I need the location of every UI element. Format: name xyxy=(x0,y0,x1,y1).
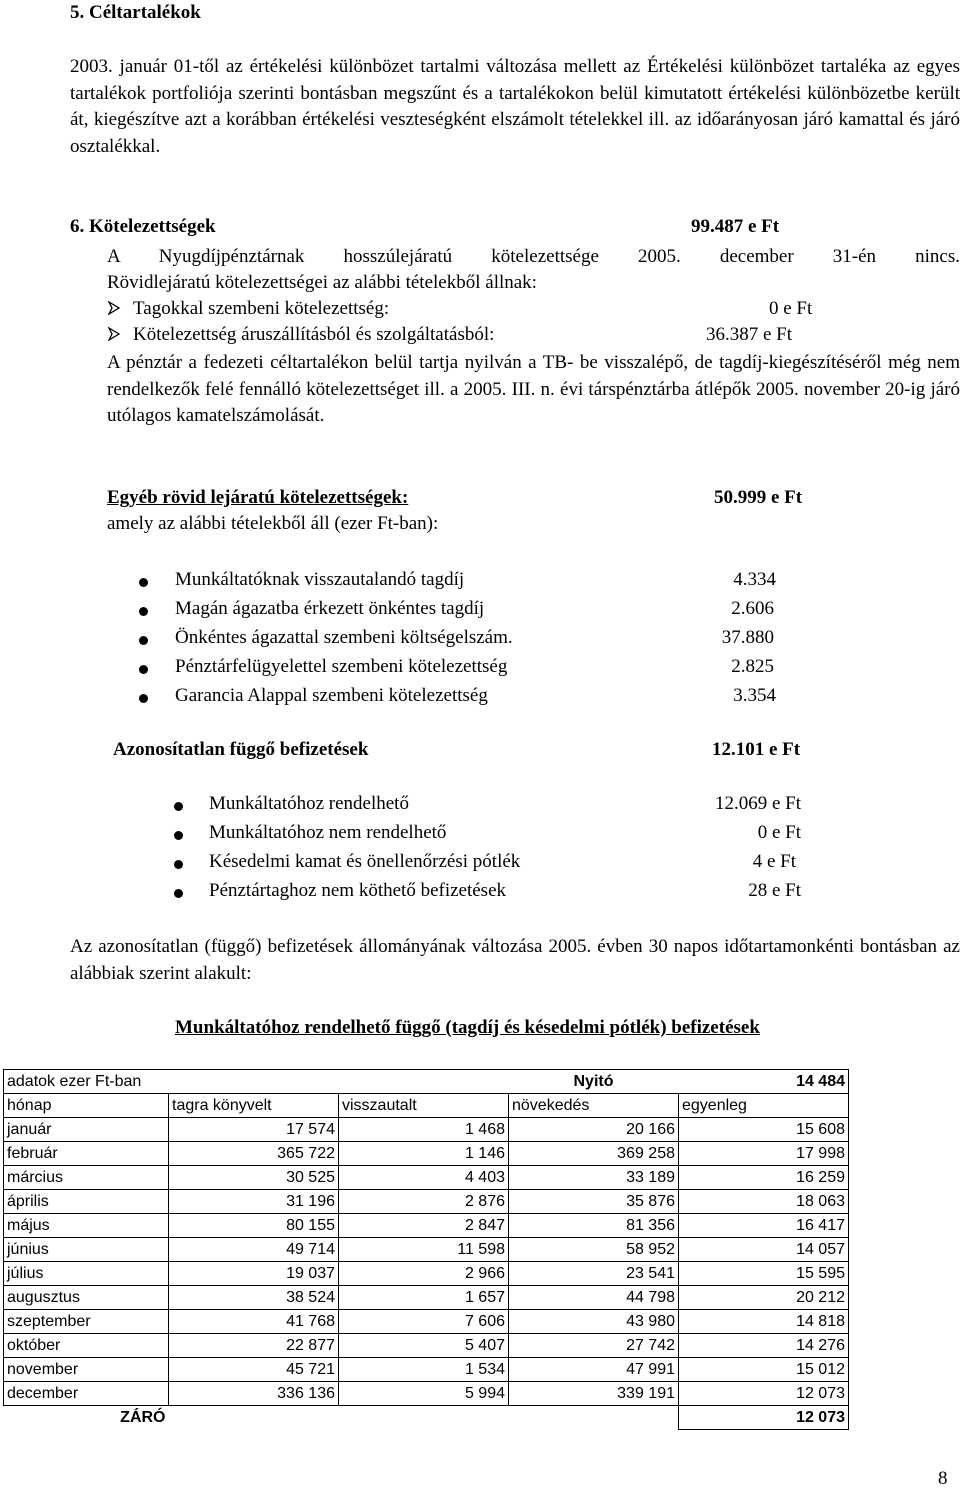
column-header: hónap xyxy=(4,1094,169,1118)
table-row xyxy=(4,1334,849,1358)
table-row xyxy=(4,1382,849,1406)
list-item-label: Garancia Alappal szembeni kötelezettség xyxy=(175,685,488,706)
table-opening-row xyxy=(4,1070,849,1094)
value-cell: 18 063 xyxy=(679,1190,849,1214)
table-row xyxy=(4,1142,849,1166)
other-short-heading: Egyéb rövid lejáratú kötelezettségek: xyxy=(107,487,409,508)
table-closing-row xyxy=(4,1406,849,1430)
list-item-value: 28 e Ft xyxy=(748,880,801,901)
value-cell: 41 768 xyxy=(169,1310,339,1334)
value-cell: 15 012 xyxy=(679,1358,849,1382)
table-title: Munkáltatóhoz rendelhető függő (tagdíj és késedelmi pótlék) befizetések xyxy=(175,1017,760,1038)
month-cell: augusztus xyxy=(4,1286,169,1310)
value-cell: 43 980 xyxy=(509,1310,679,1334)
section-5-paragraph: 2003. január 01-től az értékelési különbözet tartalmi változása mellett az Értékelési különbözet tartaléka az egyes tartalékok portfoliója szerinti bontásban megszűnt és a tartalékokon belül kimutatott értékelési különbözetbe került át, kiegészítve azt a korábban értékelési veszteségként elszámolt tételekkel ill. az időarányosan járó kamattal és járó osztalékkal. xyxy=(70,56,960,157)
page-number: 8 xyxy=(938,1468,948,1489)
list-item-label: Munkáltatóhoz rendelhető xyxy=(209,793,409,814)
bullet-icon xyxy=(139,694,148,703)
value-cell: 31 196 xyxy=(169,1190,339,1214)
closing-value: 12 073 xyxy=(679,1406,849,1430)
value-cell: 35 876 xyxy=(509,1190,679,1214)
value-cell: 365 722 xyxy=(169,1142,339,1166)
bullet-icon xyxy=(174,860,183,869)
short-term-intro: Rövidlejáratú kötelezettségei az alábbi tételekből állnak: xyxy=(107,272,537,293)
section-5-heading: 5. Céltartalékok xyxy=(70,2,201,23)
value-cell: 1 534 xyxy=(339,1358,509,1382)
list-item-label: Késedelmi kamat és önellenőrzési pótlék xyxy=(209,851,521,872)
month-cell: május xyxy=(4,1214,169,1238)
month-cell: szeptember xyxy=(4,1310,169,1334)
bullet-icon xyxy=(174,802,183,811)
value-cell: 81 356 xyxy=(509,1214,679,1238)
unidentified-amount: 12.101 e Ft xyxy=(712,739,801,760)
list-item-label: Pénztártaghoz nem köthető befizetések xyxy=(209,880,507,901)
opening-label: Nyitó xyxy=(509,1070,679,1094)
value-cell: 45 721 xyxy=(169,1358,339,1382)
value-cell: 7 606 xyxy=(339,1310,509,1334)
liability-item-label: Tagokkal szembeni kötelezettség: xyxy=(133,298,390,319)
list-item-value: 37.880 xyxy=(721,627,774,648)
unit-label: adatok ezer Ft-ban xyxy=(4,1070,169,1094)
table-row xyxy=(4,1286,849,1310)
value-cell: 15 595 xyxy=(679,1262,849,1286)
value-cell: 2 876 xyxy=(339,1190,509,1214)
list-item-label: Önkéntes ágazattal szembeni költségelszám. xyxy=(175,627,513,648)
column-header: tagra könyvelt xyxy=(169,1094,339,1118)
list-item-label: Pénztárfelügyelettel szembeni kötelezettség xyxy=(175,656,508,677)
section-6-amount: 99.487 e Ft xyxy=(691,216,780,237)
value-cell: 17 574 xyxy=(169,1118,339,1142)
value-cell: 14 057 xyxy=(679,1238,849,1262)
table-body xyxy=(4,1118,849,1406)
bullet-icon xyxy=(174,889,183,898)
month-cell: január xyxy=(4,1118,169,1142)
table-row xyxy=(4,1190,849,1214)
value-cell: 5 994 xyxy=(339,1382,509,1406)
long-term-liability-text: A Nyugdíjpénztárnak hosszúlejáratú kötelezettsége 2005. december 31-én nincs. xyxy=(107,246,960,267)
table-header-row xyxy=(4,1094,849,1118)
list-item-value: 3.354 xyxy=(733,685,776,706)
list-item-value: 2.606 xyxy=(731,598,774,619)
month-cell: április xyxy=(4,1190,169,1214)
value-cell: 369 258 xyxy=(509,1142,679,1166)
list-item-label: Munkáltatóknak visszautalandó tagdíj xyxy=(175,569,465,590)
list-item-label: Magán ágazatba érkezett önkéntes tagdíj xyxy=(175,598,485,619)
list-item-value: 4.334 xyxy=(733,569,776,590)
value-cell: 5 407 xyxy=(339,1334,509,1358)
value-cell: 1 146 xyxy=(339,1142,509,1166)
value-cell: 12 073 xyxy=(679,1382,849,1406)
table-row xyxy=(4,1262,849,1286)
value-cell: 14 276 xyxy=(679,1334,849,1358)
liability-item-suppliers xyxy=(107,324,494,346)
bullet-icon xyxy=(139,578,148,587)
table-row xyxy=(4,1238,849,1262)
liability-item-value: 0 e Ft xyxy=(769,298,813,319)
table-row xyxy=(4,1214,849,1238)
value-cell: 2 966 xyxy=(339,1262,509,1286)
month-cell: október xyxy=(4,1334,169,1358)
value-cell: 1 468 xyxy=(339,1118,509,1142)
monthly-pending-payments-table xyxy=(3,1069,849,1430)
value-cell: 16 417 xyxy=(679,1214,849,1238)
value-cell: 11 598 xyxy=(339,1238,509,1262)
value-cell: 4 403 xyxy=(339,1166,509,1190)
list-item-value: 4 e Ft xyxy=(752,851,796,872)
table-row xyxy=(4,1310,849,1334)
value-cell: 47 991 xyxy=(509,1358,679,1382)
value-cell: 38 524 xyxy=(169,1286,339,1310)
value-cell: 22 877 xyxy=(169,1334,339,1358)
list-item-value: 0 e Ft xyxy=(757,822,801,843)
value-cell: 1 657 xyxy=(339,1286,509,1310)
closing-label: ZÁRÓ xyxy=(120,1408,166,1426)
liability-item-members xyxy=(107,298,389,320)
opening-value: 14 484 xyxy=(679,1070,849,1094)
list-item-value: 2.825 xyxy=(731,656,774,677)
month-cell: június xyxy=(4,1238,169,1262)
value-cell: 33 189 xyxy=(509,1166,679,1190)
liability-item-value: 36.387 e Ft xyxy=(706,324,793,345)
table-row xyxy=(4,1118,849,1142)
section-6-note: A pénztár a fedezeti céltartalékon belül tartja nyilván a TB- be visszalépő, de tagdíj-kiegészítéséről még nem rendelkezők felé fennálló kötelezettséget ill. a 2005. III. n. évi társpénztárba átlépők 2005. november 20-ig járó utólagos kamatelszámolását. xyxy=(107,352,960,426)
section-6-heading: 6. Kötelezettségek xyxy=(70,216,216,237)
month-cell: december xyxy=(4,1382,169,1406)
column-header: egyenleg xyxy=(679,1094,849,1118)
value-cell: 339 191 xyxy=(509,1382,679,1406)
bullet-icon xyxy=(139,665,148,674)
table-row xyxy=(4,1166,849,1190)
value-cell: 17 998 xyxy=(679,1142,849,1166)
bullet-icon xyxy=(139,607,148,616)
column-header: visszautalt xyxy=(339,1094,509,1118)
month-cell: február xyxy=(4,1142,169,1166)
value-cell: 80 155 xyxy=(169,1214,339,1238)
change-description: Az azonosítatlan (függő) befizetések állományának változása 2005. évben 30 napos időtartamonkénti bontásban az alábbiak szerint alakult: xyxy=(70,936,960,984)
value-cell: 15 608 xyxy=(679,1118,849,1142)
value-cell: 336 136 xyxy=(169,1382,339,1406)
list-item-label: Munkáltatóhoz nem rendelhető xyxy=(209,822,447,843)
value-cell: 58 952 xyxy=(509,1238,679,1262)
column-header: növekedés xyxy=(509,1094,679,1118)
month-cell: július xyxy=(4,1262,169,1286)
value-cell: 30 525 xyxy=(169,1166,339,1190)
bullet-icon xyxy=(174,831,183,840)
value-cell: 20 212 xyxy=(679,1286,849,1310)
list-item-value: 12.069 e Ft xyxy=(714,793,801,814)
value-cell: 19 037 xyxy=(169,1262,339,1286)
liability-item-label: Kötelezettség áruszállításból és szolgáltatásból: xyxy=(133,324,495,345)
value-cell: 49 714 xyxy=(169,1238,339,1262)
month-cell: november xyxy=(4,1358,169,1382)
value-cell: 27 742 xyxy=(509,1334,679,1358)
value-cell: 23 541 xyxy=(509,1262,679,1286)
unidentified-heading: Azonosítatlan függő befizetések xyxy=(113,739,369,760)
bullet-icon xyxy=(139,636,148,645)
other-short-subtitle: amely az alábbi tételekből áll (ezer Ft-ban): xyxy=(107,513,439,534)
table-row xyxy=(4,1358,849,1382)
value-cell: 20 166 xyxy=(509,1118,679,1142)
other-short-amount: 50.999 e Ft xyxy=(714,487,803,508)
month-cell: március xyxy=(4,1166,169,1190)
value-cell: 16 259 xyxy=(679,1166,849,1190)
value-cell: 44 798 xyxy=(509,1286,679,1310)
arrow-bullet-icon xyxy=(107,327,121,341)
value-cell: 14 818 xyxy=(679,1310,849,1334)
value-cell: 2 847 xyxy=(339,1214,509,1238)
arrow-bullet-icon xyxy=(107,301,121,315)
